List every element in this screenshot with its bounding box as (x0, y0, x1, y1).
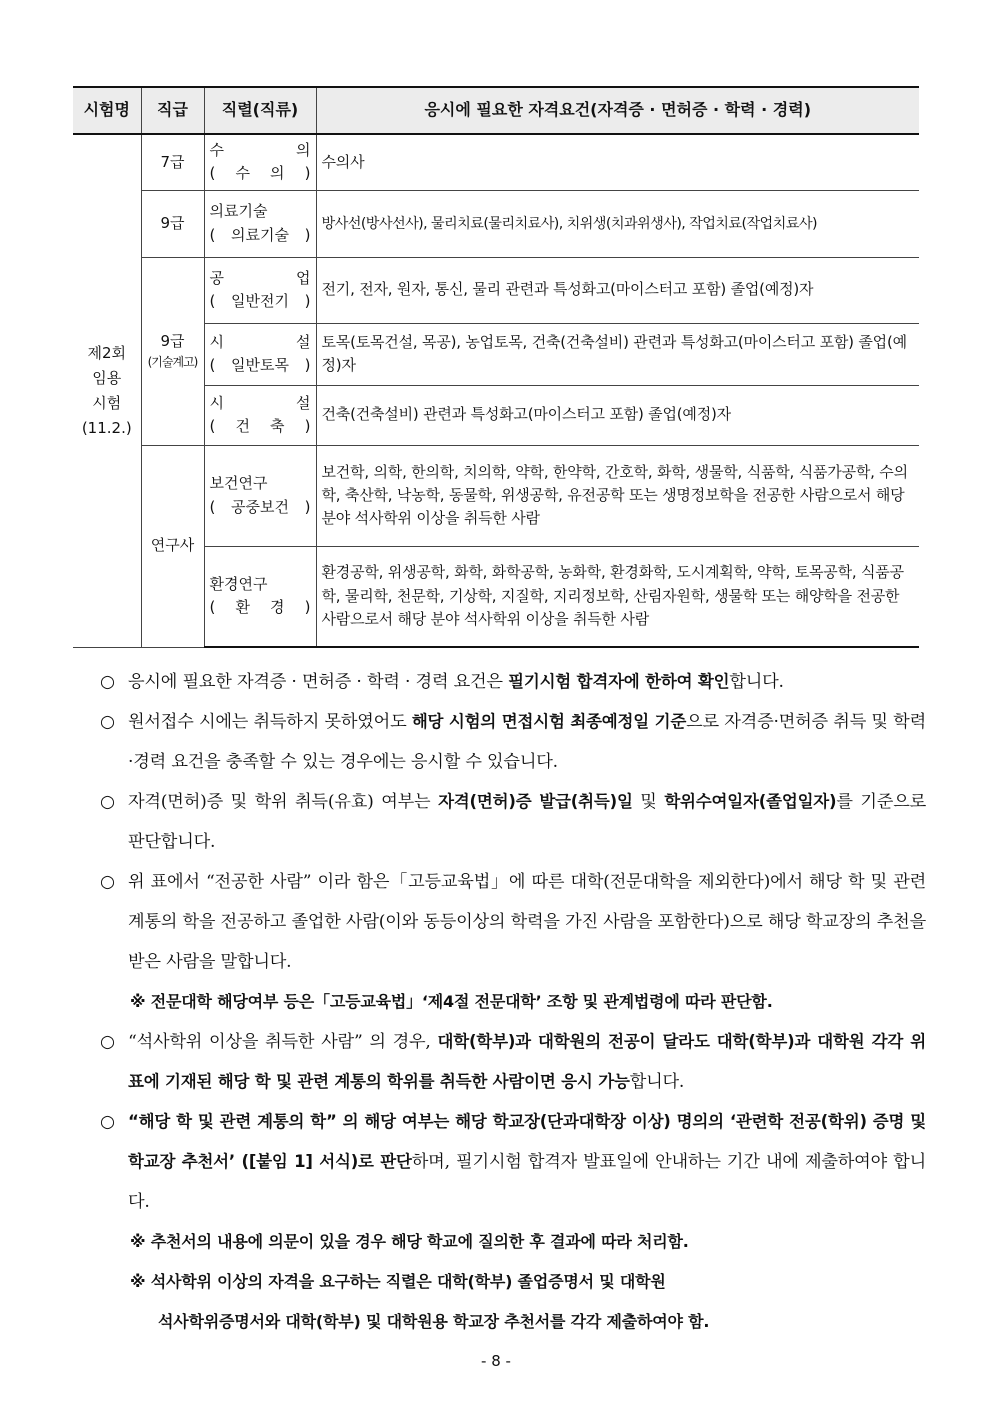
note-text: 위 표에서 “전공한 사람” 이라 함은「고등교육법」에 따른 대학(전문대학을 제외한다)에서 해당 학 및 관련 계통의 학을 전공하고 졸업한 사람(이와 동등이상의 학력을 가진 사람을 포함한다)으로 해당 학교장의 추천을 받은 사람을 말합니다. (128, 872, 926, 972)
series-cell (204, 385, 316, 445)
series-name: 공 업 (209, 268, 311, 287)
requirement-cell: 방사선(방사선사), 물리치료(물리치료사), 치위생(치과위생사), 작업치료(작업치료사) (316, 190, 919, 257)
note-emphasis: 해당 시험의 면접시험 최종예정일 기준 (411, 712, 687, 731)
series-name: 수 의 (209, 141, 311, 159)
reference-text: 석사학위증명서와 대학(학부) 및 대학원용 학교장 추천서를 각각 제출하여야 함. (158, 1312, 710, 1331)
requirement-cell: 건축(건축설비) 관련과 특성화고(마이스터고 포함) 졸업(예정)자 (316, 385, 919, 445)
requirement-cell: 수의사 (316, 134, 919, 190)
table-row (73, 190, 919, 257)
reference-mark-icon: ※ (130, 1272, 146, 1291)
note-emphasis: 자격(면허)증 발급(취득)일 (438, 792, 633, 811)
series-subtype: ( 공중보건 ) (209, 497, 311, 516)
qualification-table (73, 86, 919, 648)
table-row (73, 134, 919, 190)
reference-note (100, 982, 926, 1022)
reference-text: 전문대학 해당여부 등은「고등교육법」‘제4절 전문대학’ 조항 및 관계법령에 따라 판단함. (150, 992, 773, 1011)
grade-cell: 7급 (141, 134, 204, 190)
table-header-row (73, 87, 919, 134)
grade-cell (141, 257, 204, 445)
series-cell (204, 445, 316, 546)
note-text: 및 (632, 792, 665, 812)
series-subtype: ( 건 축 ) (209, 417, 311, 435)
note-text: 합니다. (629, 1072, 685, 1092)
series-subtype: ( 일반전기 ) (209, 292, 311, 310)
series-subtype: ( 수 의 ) (209, 164, 311, 183)
circle-bullet-icon: ○ (100, 792, 115, 812)
circle-bullet-icon: ○ (100, 712, 115, 732)
reference-text: 석사학위 이상의 자격을 요구하는 직렬은 대학(학부) 졸업증명서 및 대학원 (150, 1272, 666, 1291)
requirement-cell: 환경공학, 위생공학, 화학, 화학공학, 농화학, 환경화학, 도시계획학, 약학, 토목공학, 식품공학, 물리학, 천문학, 기상학, 지질학, 지리정보학, 산림자원학, 생물학 또는 해양학을 전공한 사람으로서 해당 분야 석사학위 이상을 취득한 사람 (316, 546, 919, 647)
exam-name-line: (11.2.) (81, 418, 132, 437)
grade-cell: 9급 (141, 190, 204, 257)
header-grade: 직급 (141, 87, 204, 134)
note-emphasis: 필기시험 합격자에 한하여 확인 (508, 672, 730, 691)
note-text: “석사학위 이상을 취득한 사람” 의 경우, (128, 1032, 438, 1052)
series-cell (204, 134, 316, 190)
note-text: 를 기준으로 판단합니다. (128, 792, 927, 852)
circle-bullet-icon: ○ (100, 872, 115, 892)
header-requirements: 응시에 필요한 자격요건(자격증 · 면허증 · 학력 · 경력) (316, 87, 919, 134)
notes-section (100, 662, 926, 1342)
note-item (100, 782, 926, 862)
note-emphasis: 학위수여일자(졸업일자) (664, 792, 837, 811)
exam-name-line: 임용 (92, 369, 122, 387)
circle-bullet-icon: ○ (100, 1112, 115, 1132)
series-subtype: ( 일반토목 ) (209, 356, 311, 374)
table-row (73, 257, 919, 323)
page-number: - 8 - (481, 1352, 511, 1370)
series-cell (204, 257, 316, 323)
note-text: 합니다. (729, 672, 784, 692)
series-name: 의료기술 (209, 202, 268, 221)
header-series: 직렬(직류) (204, 87, 316, 134)
note-text: 으로 자격증·면허증 취득 및 학력·경력 요건을 충족할 수 있는 경우에는 응시할 수 있습니다. (128, 712, 926, 772)
note-text: 응시에 필요한 자격증 · 면허증 · 학력 · 경력 요건은 (128, 672, 509, 692)
series-cell (204, 190, 316, 257)
requirement-cell: 전기, 전자, 원자, 통신, 물리 관련과 특성화고(마이스터고 포함) 졸업(예정)자 (316, 257, 919, 323)
grade-label: 9급 (160, 332, 185, 351)
grade-sublabel: (기술계고) (147, 355, 198, 370)
reference-note (100, 1262, 926, 1342)
reference-text: 추천서의 내용에 의문이 있을 경우 해당 학교에 질의한 후 결과에 따라 처리함. (150, 1232, 689, 1251)
reference-mark-icon: ※ (130, 1232, 146, 1251)
table-row (73, 445, 919, 546)
series-name: 시 설 (209, 332, 311, 351)
series-subtype: ( 의료기술 ) (209, 225, 311, 244)
exam-name-line: 시험 (92, 393, 122, 412)
series-subtype: ( 환 경 ) (209, 598, 311, 617)
header-exam-name: 시험명 (73, 87, 141, 134)
note-item (100, 662, 926, 702)
note-text: 하며, 필기시험 합격자 발표일에 안내하는 기간 내에 제출하여야 합니다. (128, 1152, 926, 1212)
series-cell (204, 546, 316, 647)
requirement-cell: 보건학, 의학, 한의학, 치의학, 약학, 한약학, 간호학, 화학, 생물학, 식품학, 식품가공학, 수의학, 축산학, 낙농학, 동물학, 위생공학, 유전공학 또는 생명정보학을 전공한 사람으로서 해당 분야 석사학위 이상을 취득한 사람 (316, 445, 919, 546)
note-item (100, 702, 926, 782)
series-name: 환경연구 (209, 575, 268, 593)
exam-name-line: 제2회 (87, 344, 127, 363)
series-name: 보건연구 (209, 474, 268, 493)
note-emphasis: 대학(학부)과 대학원의 전공이 달라도 대학(학부)과 대학원 각각 위 표에 기재된 해당 학 및 관련 계통의 학위를 취득한 사람이면 응시 가능 (128, 1032, 926, 1091)
series-name: 시 설 (209, 393, 311, 412)
note-emphasis: “해당 학 및 관련 계통의 학” 의 해당 여부는 해당 학교장(단과대학장 이상) 명의의 ‘관련학 전공(학위) 증명 및 학교장 추천서’ ([붙임 1] 서식)로 판단 (128, 1112, 926, 1171)
note-text: 자격(면허)증 및 학위 취득(유효) 여부는 (128, 792, 439, 812)
reference-note (100, 1222, 926, 1262)
exam-name-cell (73, 134, 141, 647)
series-cell (204, 323, 316, 385)
note-item (100, 1102, 926, 1222)
circle-bullet-icon: ○ (100, 1032, 115, 1052)
reference-mark-icon: ※ (130, 992, 146, 1011)
circle-bullet-icon: ○ (100, 672, 115, 692)
note-item (100, 862, 926, 982)
requirement-cell: 토목(토목건설, 목공), 농업토목, 건축(건축설비) 관련과 특성화고(마이스터고 포함) 졸업(예정)자 (316, 323, 919, 385)
note-text: 원서접수 시에는 취득하지 못하였어도 (128, 712, 412, 732)
grade-cell: 연구사 (141, 445, 204, 647)
note-item (100, 1022, 926, 1102)
